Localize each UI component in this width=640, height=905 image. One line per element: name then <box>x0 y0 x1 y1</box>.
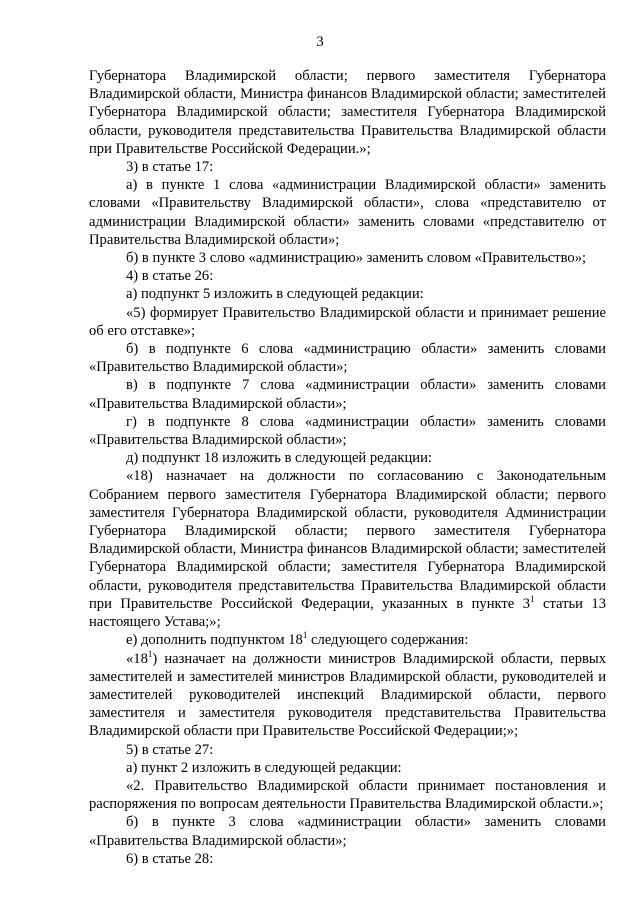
text-segment: а) в пункте 1 слова «администрации Владимирской области» заменить словами «Правительству Владимирской области», слова «представителю от администрации Владимирской области» заменить словами «представителю от Правительства Владимирской области»; <box>89 177 606 248</box>
paragraph <box>89 650 606 741</box>
paragraph <box>89 741 606 759</box>
text-segment: «2. Правительство Владимирской области принимает постановления и распоряжения по вопросам деятельности Правительства Владимирской области.»; <box>89 777 606 813</box>
text-segment: ) назначает на должности министров Владимирской области, первых заместителей и заместителей министров Владимирской области, руководителей и заместителей руководителей инспекций Владимирской области, первого заместителя и заместителя руководителя представительства Правительства Владимирской области при Правительстве Российской Федерации;»; <box>89 650 606 740</box>
paragraph <box>89 813 606 849</box>
paragraph <box>89 759 606 777</box>
page-number: 3 <box>316 34 324 50</box>
text-segment: «5) формирует Правительство Владимирской области и принимает решение об его отставке»; <box>89 304 606 339</box>
text-segment: 3) в статье 17: <box>126 159 214 176</box>
text-segment: д) подпункт 18 изложить в следующей редакции: <box>126 450 432 467</box>
paragraph <box>89 158 606 176</box>
superscript: 1 <box>302 630 308 641</box>
paragraph <box>89 176 606 249</box>
text-segment: б) в пункте 3 слово «администрацию» заменить словом «Правительство»; <box>126 250 587 267</box>
text-segment: б) в пункте 3 слова «администрации области» заменить словами «Правительства Владимирской области»; <box>89 814 606 849</box>
text-segment: а) подпункт 5 изложить в следующей редакции: <box>126 286 424 303</box>
text-segment: б) в подпункте 6 слова «администрацию области» заменить словами «Правительство Владимирской области»; <box>89 341 606 376</box>
text-segment: 6) в статье 28: <box>126 850 214 867</box>
paragraph <box>89 285 606 303</box>
superscript: 1 <box>530 594 535 605</box>
paragraph <box>89 67 606 158</box>
paragraph <box>89 777 606 813</box>
text-segment: «18) назначает на должности по согласованию с Законодательным Собранием первого заместителя Губернатора Владимирской области; первого заместителя Губернатора Владимирской области, руководителя Администрации Губернатора Владимирской области; первого заместителя Губернатора Владимирской области, Министра финансов Владимирской области; заместителей Губернатора Владимирской области; заместителя Губернатора Владимирской области, руководителя представительства Правительства Владимирской области при Правительстве Российской Федерации, указанных в пункте 3 <box>89 468 606 612</box>
text-segment: 4) в статье 26: <box>126 268 214 285</box>
text-segment: статьи 13 настоящего Устава;»; <box>89 595 606 631</box>
document-body <box>89 67 606 868</box>
text-segment: а) пункт 2 изложить в следующей редакции: <box>126 759 402 776</box>
superscript: 1 <box>147 648 153 659</box>
text-segment: в) в подпункте 7 слова «администрации области» заменить словами «Правительства Владимирской области»; <box>89 377 606 412</box>
text-segment: г) в подпункте 8 слова «администрации области» заменить словами «Правительства Владимирской области»; <box>89 413 606 449</box>
text-segment: Губернатора Владимирской области; первого заместителя Губернатора Владимирской области, Министра финансов Владимирской области; заместителей Губернатора Владимирской области; заместителя Губернатора Владимирской области, руководителя представительства Правительства Владимирской области при Правительстве Российской Федерации.»; <box>89 68 606 157</box>
text-segment: е) дополнить подпунктом 18 <box>126 632 303 649</box>
paragraph <box>89 267 606 285</box>
paragraph <box>89 249 606 267</box>
paragraph <box>89 376 606 412</box>
paragraph <box>89 467 606 631</box>
paragraph <box>89 449 606 467</box>
paragraph <box>89 340 606 376</box>
paragraph <box>89 304 606 340</box>
paragraph <box>89 413 606 449</box>
paragraph <box>89 631 606 649</box>
text-segment: «18 <box>126 650 148 667</box>
text-segment: следующего содержания: <box>307 632 469 649</box>
paragraph <box>89 850 606 868</box>
text-segment: 5) в статье 27: <box>126 741 214 758</box>
